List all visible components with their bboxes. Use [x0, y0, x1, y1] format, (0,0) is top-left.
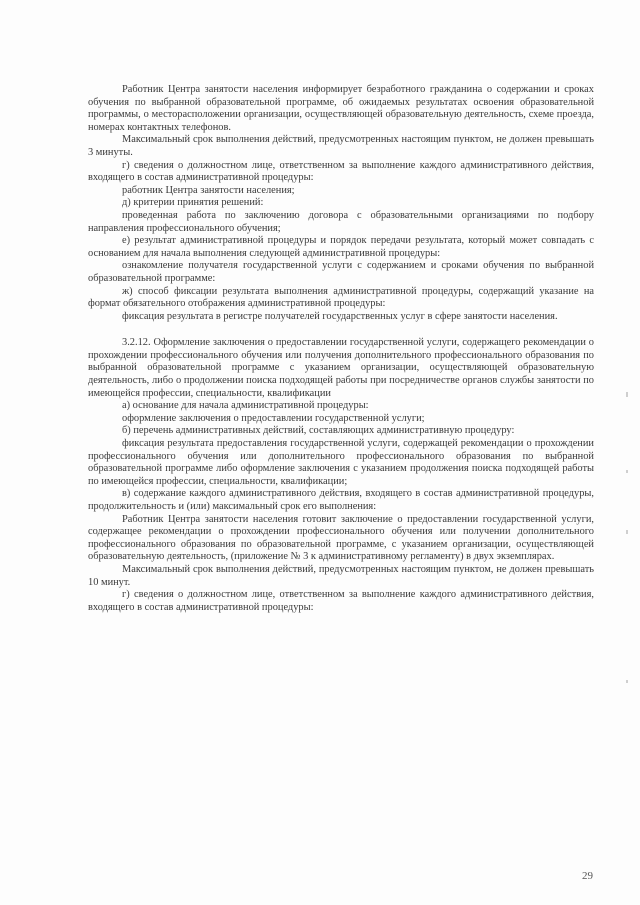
scan-speck	[626, 530, 628, 534]
paragraph: б) перечень административных действий, составляющих административную процедуру:	[122, 425, 515, 437]
paragraph: Работник Центра занятости населения готовит заключение о предоставлении государственной услуги, содержащее рекомендации о прохождении профессионального обучения или получении дополнительного профессионального образования по образовательной программе, с указанием организации, осуществляющей образовательную деятельность, (приложение № 3 к административному регламенту) в двух экземплярах.	[88, 513, 594, 563]
paragraph: проведенная работа по заключению договора с образовательными организациями по подбору направления профессионального обучения;	[88, 209, 594, 234]
paragraph: Работник Центра занятости населения информирует безработного гражданина о содержании и сроках обучения по выбранной образовательной программе, об ожидаемых результатах освоения образовательной программы, о месторасположении организации, осуществляющей образовательную деятельность, схеме проезда, номерах контактных телефонов.	[88, 84, 594, 133]
paragraph: Максимальный срок выполнения действий, предусмотренных настоящим пунктом, не должен превышать 3 минуты.	[88, 134, 594, 158]
paragraph: в) содержание каждого административного действия, входящего в состав административной процедуры, продолжительность и (или) максимальный срок его выполнения:	[88, 488, 594, 512]
paragraph: работник Центра занятости населения;	[122, 184, 295, 196]
scan-speck	[626, 470, 628, 473]
document-body	[88, 84, 594, 614]
paragraph: фиксация результата в регистре получателей государственных услуг в сфере занятости населения.	[122, 310, 558, 322]
scan-speck	[626, 392, 628, 397]
paragraph: фиксация результата предоставления государственной услуги, содержащей рекомендации о прохождении профессионального обучения или дополнительного профессионального образования по выбранной образовательной программе либо оформление заключения с указанием продолжения поиска подходящей работы по имеющейся профессии, специальности, квалификации;	[88, 438, 594, 487]
paragraph: д) критерии принятия решений:	[122, 197, 264, 209]
paragraph: е) результат административной процедуры и порядок передачи результата, который может совпадать с основанием для начала выполнения следующей административной процедуры:	[88, 235, 594, 259]
paragraph: г) сведения о должностном лице, ответственном за выполнение каждого административного действия, входящего в состав административной процедуры:	[88, 589, 594, 613]
paragraph: оформление заключения о предоставлении государственной услуги;	[122, 412, 425, 424]
paragraph: ж) способ фиксации результата выполнения административной процедуры, содержащий указание на формат обязательного отображения административной процедуры:	[88, 285, 594, 310]
page-number: 29	[582, 870, 593, 882]
paragraph: Максимальный срок выполнения действий, предусмотренных настоящим пунктом, не должен превышать 10 минут.	[88, 563, 594, 588]
paragraph: г) сведения о должностном лице, ответственном за выполнение каждого административного действия, входящего в состав административной процедуры:	[88, 159, 594, 184]
scan-speck	[626, 680, 628, 683]
section-heading-paragraph: 3.2.12. Оформление заключения о предоставлении государственной услуги, содержащего рекомендации о прохождении профессионального обучения или получения дополнительного профессионального образования по выбранной образовательной программе с указанием организации, осуществляющей образовательную деятельность, либо о продолжении поиска подходящей работы при посредничестве органов службы занятости по имеющейся профессии, специальности, квалификации	[88, 337, 594, 399]
paragraph: ознакомление получателя государственной услуги с содержанием и сроками обучения по выбранной образовательной программе:	[88, 260, 594, 284]
paragraph: а) основание для начала административной процедуры:	[122, 400, 369, 412]
